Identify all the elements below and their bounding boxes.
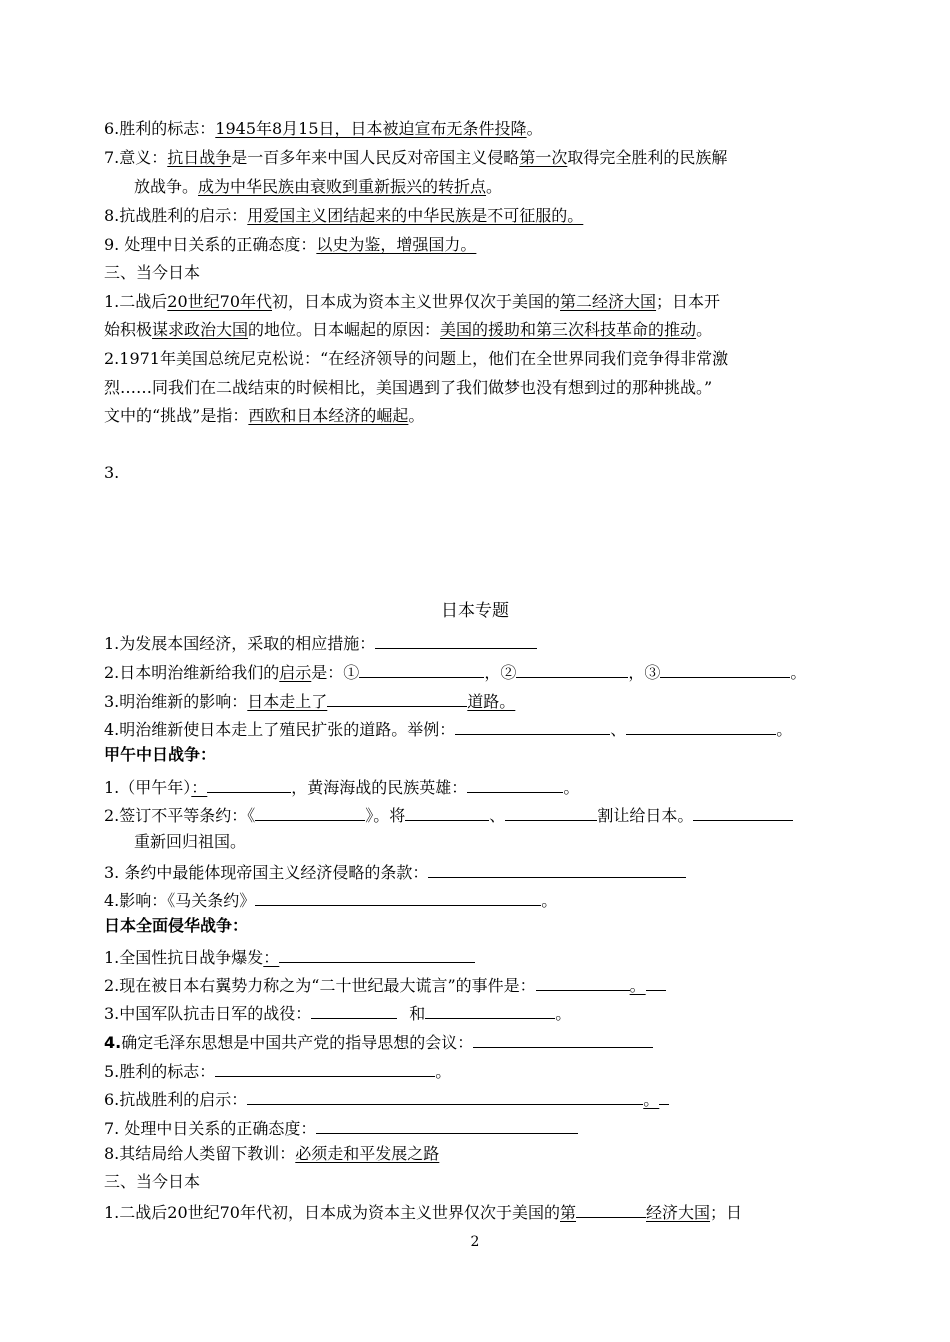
worksheet-title: 日本专题 — [441, 601, 509, 621]
b1-war-outbreak — [104, 944, 475, 969]
item-8-lesson — [104, 205, 583, 227]
text: 1.（甲午年） — [104, 778, 192, 797]
text: ，黄海海战的民族英雄： — [291, 778, 468, 797]
b4-meeting — [104, 1029, 653, 1054]
heading-sino-japanese-war — [104, 744, 216, 766]
answer: 日本被迫宣布无条件投降 — [350, 119, 527, 138]
text: 。 — [555, 1004, 572, 1023]
fill-blank[interactable] — [516, 659, 628, 678]
text: 3.中国军队抗击日军的战役： — [104, 1004, 312, 1023]
a1-year-hero — [104, 774, 579, 799]
text: ： — [263, 948, 280, 967]
answer: 用爱国主义团结起来的中华民族是不可征服的。 — [247, 206, 584, 225]
text: 经济大国 — [646, 1203, 711, 1222]
fill-blank[interactable] — [215, 1058, 435, 1077]
q4-colonial-expansion — [104, 716, 792, 741]
text: 4.影响：《马关条约》 — [104, 891, 256, 910]
a3-economic-clause — [104, 859, 686, 884]
fill-blank[interactable] — [473, 1029, 653, 1048]
text: 6.胜利的标志： — [104, 119, 216, 138]
section-heading-today-japan — [104, 262, 200, 284]
fill-blank[interactable] — [693, 802, 793, 821]
answer: 以史为鉴，增强国力。 — [316, 235, 477, 254]
heading-full-scale-invasion — [104, 915, 248, 937]
item-7-continued — [134, 176, 502, 198]
fill-blank[interactable] — [576, 1199, 646, 1218]
text: 7. 处理中日关系的正确态度： — [104, 1119, 317, 1138]
text: 重新回归祖国。 — [134, 832, 247, 851]
b8-lesson-for-mankind — [104, 1143, 439, 1165]
fill-blank[interactable] — [536, 972, 630, 991]
fill-blank[interactable] — [255, 887, 541, 906]
text: 。 — [541, 891, 558, 910]
text: 8.抗战胜利的启示： — [104, 206, 248, 225]
answer: 谋求政治大国 — [152, 320, 249, 339]
fill-blank[interactable] — [646, 972, 666, 991]
a2-continued — [134, 831, 246, 853]
item-6-victory-sign — [104, 118, 543, 140]
text: 确定毛泽东思想是中国共产党的指导思想的会议： — [121, 1033, 474, 1052]
text: ；日 — [710, 1203, 743, 1222]
answer: 西欧和日本经济的崛起 — [248, 406, 409, 425]
text: 8.其结局给人类留下教训： — [104, 1144, 296, 1163]
a4-impact — [104, 887, 557, 912]
answer: 成为中华民族由衰败到重新振兴的转折点 — [198, 177, 487, 196]
fill-blank[interactable] — [660, 659, 790, 678]
answer: 必须走和平发展之路 — [295, 1144, 440, 1163]
text: 甲午中日战争： — [104, 745, 217, 764]
fill-blank[interactable] — [327, 688, 467, 707]
b5-victory-sign — [104, 1058, 451, 1083]
fill-blank[interactable] — [505, 802, 597, 821]
fill-blank[interactable] — [279, 944, 475, 963]
text: 。 — [526, 119, 543, 138]
answer: 第一次 — [519, 148, 568, 167]
text: 、 — [610, 720, 627, 739]
text: 三、当今日本 — [104, 263, 201, 282]
q3-meiji-impact — [104, 688, 515, 713]
text: 、 — [489, 806, 506, 825]
japan-item-1 — [104, 291, 720, 313]
text: 日本走上了 — [247, 692, 328, 711]
text: 3. — [104, 463, 120, 482]
answer: 1945年8月15日， — [215, 119, 351, 138]
text: 是一百多年来中国人民反对帝国主义侵略 — [231, 148, 520, 167]
fill-blank[interactable] — [359, 659, 484, 678]
answer: 第二经济大国 — [560, 292, 657, 311]
b2-biggest-lie-event — [104, 972, 666, 997]
text: ；日本开 — [656, 292, 721, 311]
text: 。 — [408, 406, 425, 425]
text: 道路。 — [467, 692, 516, 711]
text: ，② — [484, 663, 517, 682]
text: 的地位。日本崛起的原因： — [248, 320, 441, 339]
text: 2.1971年美国总统尼克松说：“在经济领导的问题上，他们在全世界同我们竞争得非常激 — [104, 349, 729, 368]
text: 。 — [563, 778, 580, 797]
text: 。 — [629, 976, 646, 995]
text: 三、当今日本 — [104, 1172, 201, 1191]
text: 4.明治维新使日本走上了殖民扩张的道路。举例： — [104, 720, 456, 739]
answer: 20世纪70年代 — [167, 292, 273, 311]
text: 。 — [486, 177, 503, 196]
fill-blank[interactable] — [311, 1000, 397, 1019]
c1-economy — [104, 1199, 742, 1224]
fill-blank[interactable] — [425, 1000, 555, 1019]
fill-blank[interactable] — [467, 774, 563, 793]
text: 初，日本成为资本主义世界仅次于美国的 — [272, 292, 561, 311]
item-9-attitude — [104, 234, 476, 256]
text: 。 — [435, 1062, 452, 1081]
fill-blank[interactable] — [626, 716, 776, 735]
text: 是：① — [311, 663, 360, 682]
a2-treaty — [104, 802, 793, 827]
text: 1.二战后20世纪70年代初，日本成为资本主义世界仅次于美国的 — [104, 1203, 560, 1222]
page-number: 2 — [470, 1234, 480, 1250]
text: ，③ — [628, 663, 661, 682]
text: 日本全面侵华战争： — [104, 916, 249, 935]
text: 启示 — [279, 663, 312, 682]
text: 和 — [409, 1004, 426, 1023]
text: 》。将 — [365, 806, 406, 825]
answer: 抗日战争 — [167, 148, 232, 167]
fill-blank[interactable] — [455, 716, 610, 735]
text: 。 — [696, 320, 713, 339]
text: 9. 处理中日关系的正确态度： — [104, 235, 317, 254]
text: ： — [191, 778, 208, 797]
text: 始积极 — [104, 320, 153, 339]
fill-blank[interactable] — [316, 1115, 578, 1134]
text: 6.抗战胜利的启示： — [104, 1090, 248, 1109]
fill-blank[interactable] — [247, 1086, 643, 1105]
text: 2.现在被日本右翼势力称之为“二十世纪最大谎言”的事件是： — [104, 976, 536, 995]
q2-meiji-lessons — [104, 659, 806, 684]
fill-blank[interactable] — [405, 802, 489, 821]
item-7-significance — [104, 147, 727, 169]
b3-battles — [104, 1000, 571, 1025]
text: 。 — [643, 1090, 660, 1109]
fill-blank[interactable] — [428, 859, 686, 878]
fill-blank[interactable] — [659, 1086, 669, 1105]
fill-blank[interactable] — [207, 774, 291, 793]
text: 3.明治维新的影响： — [104, 692, 248, 711]
fill-blank[interactable] — [375, 630, 537, 649]
text: 7.意义： — [104, 148, 168, 167]
b7-attitude — [104, 1115, 578, 1140]
text: 1.为发展本国经济，采取的相应措施： — [104, 634, 376, 653]
section-heading-today-japan-2 — [104, 1171, 200, 1193]
text: 第 — [560, 1203, 577, 1222]
japan-item-2-line-2 — [104, 377, 712, 399]
text: 3. 条约中最能体现帝国主义经济侵略的条款： — [104, 863, 429, 882]
text: 取得完全胜利的民族解 — [567, 148, 728, 167]
text: 割让给日本。 — [597, 806, 694, 825]
japan-item-2-line-3 — [104, 405, 424, 427]
japan-item-3 — [104, 462, 119, 484]
text: 烈……同我们在二战结束的时候相比，美国遇到了我们做梦也没有想到过的那种挑战。” — [104, 378, 713, 397]
text: 放战争。 — [134, 177, 199, 196]
b6-victory-lesson — [104, 1086, 669, 1111]
text: 2.日本明治维新给我们的 — [104, 663, 280, 682]
fill-blank[interactable] — [255, 802, 365, 821]
japan-item-2 — [104, 348, 728, 370]
text: 2.签订不平等条约：《 — [104, 806, 256, 825]
text: 。 — [776, 720, 793, 739]
text: 。 — [790, 663, 807, 682]
text: 文中的“挑战”是指： — [104, 406, 249, 425]
answer: 美国的援助和第三次科技革命的推动 — [440, 320, 697, 339]
q1-economic-measures — [104, 630, 537, 655]
japan-item-1-continued — [104, 319, 712, 341]
text: 4. — [104, 1033, 122, 1052]
text: 1.二战后 — [104, 292, 168, 311]
text: 1.全国性抗日战争爆发 — [104, 948, 264, 967]
text: 5.胜利的标志： — [104, 1062, 216, 1081]
